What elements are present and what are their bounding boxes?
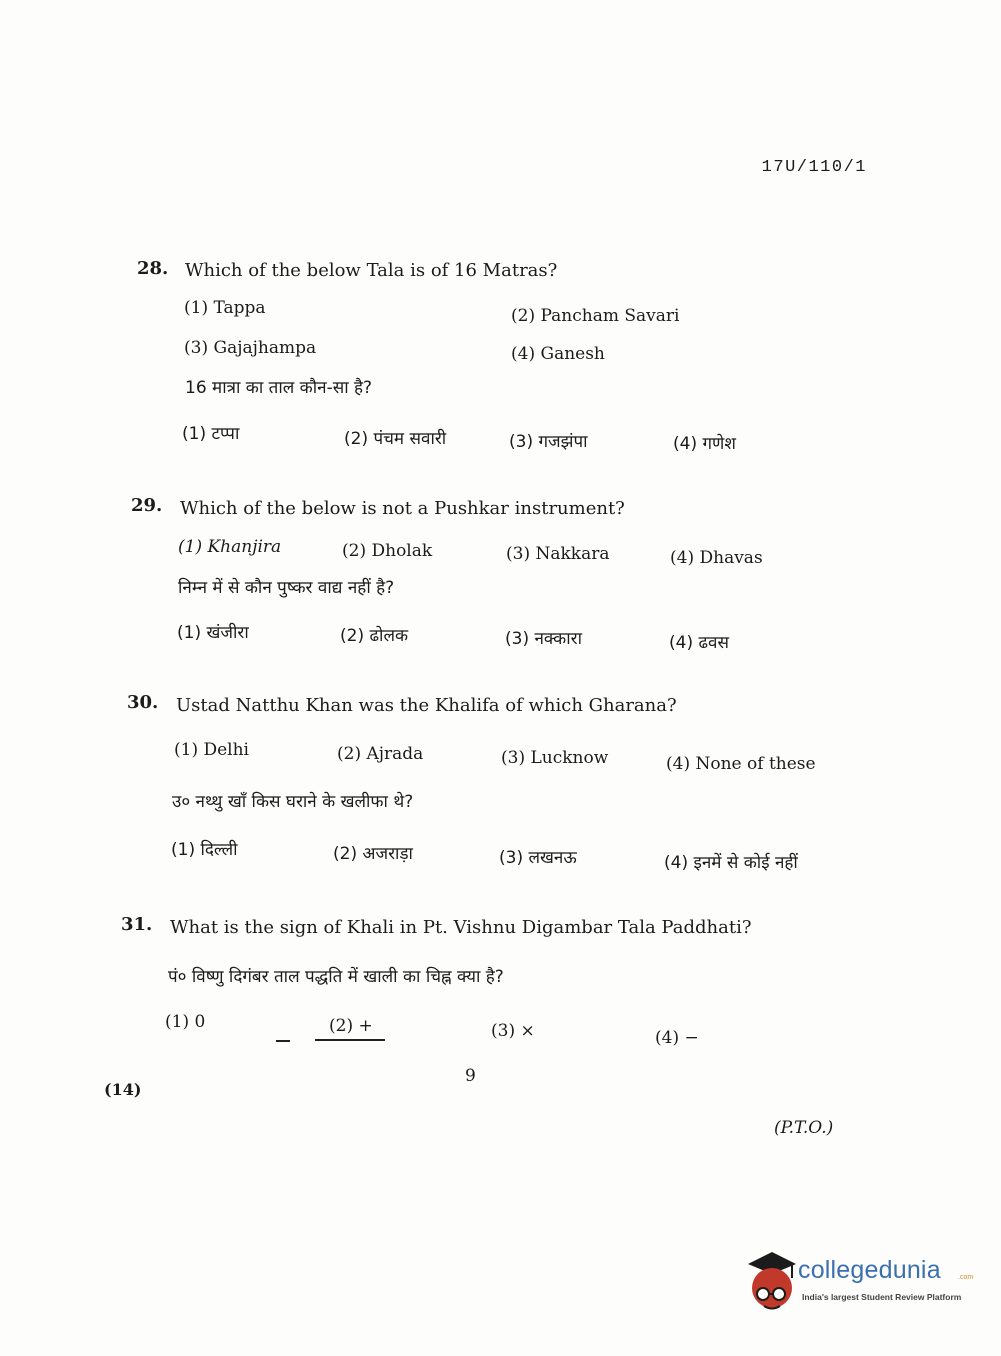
paper-code: 17U/110/1 [761, 158, 867, 177]
question-text-hi: पं० विष्णु दिगंबर ताल पद्धति में खाली का चिह्न क्या है? [168, 967, 504, 987]
option-en: (1) Delhi [174, 740, 249, 760]
option-hi: (1) टप्पा [182, 424, 240, 444]
collegedunia-watermark [742, 1250, 972, 1320]
brand-name: collegedunia [798, 1256, 941, 1284]
option-en: (4) Dhavas [670, 548, 763, 568]
option-en: (2) Pancham Savari [511, 306, 680, 326]
option-hi: (4) गणेश [673, 434, 736, 454]
option: (4) − [655, 1028, 699, 1048]
option: (2) + [329, 1016, 373, 1036]
question-text-en: What is the sign of Khali in Pt. Vishnu Digambar Tala Paddhati? [170, 917, 752, 938]
pen-mark [276, 1040, 290, 1042]
question-text-en: Which of the below is not a Pushkar instrument? [180, 498, 625, 519]
option-en: (2) Dholak [342, 541, 433, 561]
option-en: (1) Khanjira [178, 537, 282, 557]
option-en: (4) None of these [666, 754, 816, 774]
question-text-en: Which of the below Tala is of 16 Matras? [185, 260, 558, 281]
option-hi: (3) लखनऊ [499, 848, 577, 868]
option-hi: (2) ढोलक [340, 626, 409, 646]
underline-mark [315, 1039, 385, 1041]
question-text-hi: उ० नथ्थु खाँ किस घराने के खलीफा थे? [172, 792, 414, 812]
question-text-hi: 16 मात्रा का ताल कौन-सा है? [185, 378, 373, 398]
option-hi: (1) दिल्ली [171, 840, 238, 860]
question-number: 28. [137, 258, 169, 279]
marks-label: (14) [104, 1080, 142, 1099]
option-en: (4) Ganesh [511, 344, 605, 364]
brand-tagline: India's largest Student Review Platform [802, 1292, 962, 1302]
question-number: 29. [131, 495, 163, 516]
page-number: 9 [465, 1066, 476, 1086]
option-hi: (2) अजराड़ा [333, 844, 413, 864]
question-text-en: Ustad Natthu Khan was the Khalifa of which Gharana? [176, 695, 677, 716]
option: (1) 0 [165, 1012, 206, 1032]
option-hi: (4) ढवस [669, 633, 729, 653]
option-hi: (2) पंचम सवारी [344, 429, 447, 449]
question-number: 31. [121, 914, 153, 935]
option-en: (1) Tappa [184, 298, 266, 318]
option-hi: (4) इनमें से कोई नहीं [664, 853, 798, 873]
option-hi: (3) गजझंपा [509, 432, 588, 452]
option: (3) × [491, 1021, 535, 1041]
question-text-hi: निम्न में से कौन पुष्कर वाद्य नहीं है? [178, 578, 395, 598]
option-hi: (3) नक्कारा [505, 629, 582, 649]
question-number: 30. [127, 692, 159, 713]
mascot-icon [742, 1250, 800, 1320]
option-hi: (1) खंजीरा [177, 623, 249, 643]
option-en: (3) Gajajhampa [184, 338, 317, 358]
option-en: (3) Nakkara [506, 544, 610, 564]
brand-dotcom: .com [958, 1274, 974, 1281]
pto-label: (P.T.O.) [774, 1118, 834, 1138]
option-en: (3) Lucknow [501, 748, 609, 768]
option-en: (2) Ajrada [337, 744, 424, 764]
